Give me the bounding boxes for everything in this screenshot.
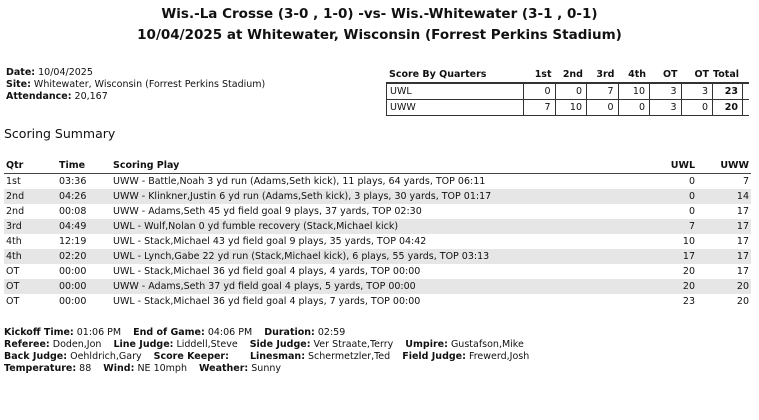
referee-value: Doden,Jon <box>52 339 102 350</box>
row-uwl: 20 <box>682 266 695 277</box>
quarter-score: 0 <box>619 100 651 115</box>
game-title: Wis.-La Crosse (3-0 , 1-0) -vs- Wis.-Whitewater (3-1 , 0-1) <box>161 6 598 22</box>
table-row <box>4 189 751 204</box>
kickoff-value: 01:06 PM <box>76 327 122 338</box>
duration-label: Duration: <box>264 327 315 338</box>
row-uww: 17 <box>736 266 749 277</box>
linesman-label: Linesman: <box>249 351 305 362</box>
quarter-score: 10 <box>619 84 651 99</box>
game-subtitle: 10/04/2025 at Whitewater, Wisconsin (Forrest Perkins Stadium) <box>137 27 622 43</box>
row-uww: 17 <box>736 251 749 262</box>
end-label: End of Game: <box>133 327 205 338</box>
end-value: 04:06 PM <box>207 327 253 338</box>
weather-value: Sunny <box>251 363 281 374</box>
kickoff-label: Kickoff Time: <box>4 327 74 338</box>
quarter-score: 7 <box>524 100 556 115</box>
row-uww: 7 <box>742 176 749 187</box>
row-uwl: 0 <box>688 176 695 187</box>
site-label: Site: <box>6 79 31 90</box>
scoring-table-header <box>4 159 751 174</box>
side-judge-value: Ver Straate,Terry <box>313 339 394 350</box>
row-play: UWL - Stack,Michael 36 yd field goal 4 plays, 4 yards, TOP 00:00 <box>113 266 421 277</box>
quarters-header <box>386 67 749 83</box>
row-time: 00:00 <box>59 296 87 307</box>
quarter-score: 3 <box>650 84 682 99</box>
header-uwl: UWL <box>670 160 695 171</box>
date-line <box>6 67 93 79</box>
table-row <box>4 174 751 189</box>
quarter-score: 0 <box>524 84 556 99</box>
row-time: 12:19 <box>59 236 87 247</box>
quarters-col-header: 3rd <box>596 69 615 80</box>
team-name: UWL <box>386 84 524 99</box>
row-uwl: 23 <box>682 296 695 307</box>
temperature-value: 88 <box>79 363 92 374</box>
table-row <box>4 219 751 234</box>
field-judge-value: Frewerd,Josh <box>468 351 530 362</box>
scoring-summary-title: Scoring Summary <box>4 126 116 141</box>
row-uwl: 20 <box>682 281 695 292</box>
table-row <box>4 204 751 219</box>
row-uwl: 10 <box>682 236 695 247</box>
row-qtr: 1st <box>6 176 21 187</box>
row-uww: 17 <box>736 206 749 217</box>
weather-label: Weather: <box>199 363 249 374</box>
table-row <box>4 279 751 294</box>
quarter-score: 3 <box>650 100 682 115</box>
row-uww: 14 <box>736 191 749 202</box>
header-qtr: Qtr <box>6 160 24 171</box>
row-uww: 17 <box>736 221 749 232</box>
table-row <box>4 234 751 249</box>
quarter-score: 0 <box>587 100 619 115</box>
row-qtr: OT <box>6 281 20 292</box>
quarters-col-header: OT <box>662 69 678 80</box>
header-uww: UWW <box>720 160 749 171</box>
attendance-line <box>6 91 108 103</box>
header-time: Time <box>59 160 86 171</box>
row-play: UWW - Adams,Seth 37 yd field goal 4 plays, 5 yards, TOP 00:00 <box>113 281 416 292</box>
score-by-quarters <box>386 67 749 116</box>
total-score: 20 <box>713 100 743 115</box>
wind-label: Wind: <box>103 363 135 374</box>
quarters-row-uwl <box>386 83 749 100</box>
row-uww: 20 <box>736 281 749 292</box>
quarters-col-header: 1st <box>534 69 552 80</box>
back-judge-label: Back Judge: <box>4 351 68 362</box>
total-score: 23 <box>713 84 743 99</box>
table-row <box>4 249 751 264</box>
temperature-label: Temperature: <box>4 363 77 374</box>
row-qtr: OT <box>6 296 20 307</box>
row-qtr: 4th <box>6 251 22 262</box>
row-uwl: 7 <box>688 221 695 232</box>
row-uww: 17 <box>736 236 749 247</box>
quarters-title: Score By Quarters <box>389 69 487 80</box>
quarter-score: 3 <box>682 84 714 99</box>
row-qtr: 2nd <box>6 191 25 202</box>
quarter-score: 0 <box>682 100 714 115</box>
field-judge-label: Field Judge: <box>402 351 466 362</box>
team-name: UWW <box>386 100 524 115</box>
attendance-label: Attendance: <box>6 91 72 102</box>
game-times-line <box>4 327 345 339</box>
row-play: UWL - Lynch,Gabe 22 yd run (Stack,Michael kick), 6 plays, 55 yards, TOP 03:13 <box>113 251 490 262</box>
quarter-score: 7 <box>587 84 619 99</box>
row-play: UWL - Stack,Michael 43 yd field goal 9 plays, 35 yards, TOP 04:42 <box>113 236 427 247</box>
table-row <box>4 294 751 309</box>
quarters-col-header: OT <box>694 69 709 80</box>
quarters-col-header: 4th <box>628 69 646 80</box>
table-row <box>4 264 751 279</box>
row-play: UWL - Stack,Michael 36 yd field goal 4 plays, 7 yards, TOP 00:00 <box>113 296 421 307</box>
site-line <box>6 79 265 91</box>
quarter-score: 0 <box>556 84 588 99</box>
row-time: 02:20 <box>59 251 87 262</box>
header-play: Scoring Play <box>113 160 180 171</box>
site-value: Whitewater, Wisconsin (Forrest Perkins Stadium) <box>33 79 266 90</box>
row-qtr: 3rd <box>6 221 22 232</box>
quarters-row-uww <box>386 100 749 116</box>
wind-value: NE 10mph <box>137 363 187 374</box>
row-time: 04:26 <box>59 191 87 202</box>
umpire-label: Umpire: <box>405 339 448 350</box>
row-uww: 20 <box>736 296 749 307</box>
weather-line <box>4 363 281 375</box>
quarters-col-header: Total <box>713 69 739 80</box>
line-judge-value: Liddell,Steve <box>176 339 238 350</box>
linesman-value: Schermetzler,Ted <box>308 351 391 362</box>
row-time: 00:00 <box>59 281 87 292</box>
row-qtr: 4th <box>6 236 22 247</box>
date-value: 10/04/2025 <box>38 67 93 78</box>
officials-line-2 <box>4 351 529 363</box>
row-play: UWW - Klinkner,Justin 6 yd run (Adams,Seth kick), 3 plays, 30 yards, TOP 01:17 <box>113 191 492 202</box>
score-keeper-label: Score Keeper: <box>153 351 229 362</box>
officials-line-1 <box>4 339 524 351</box>
row-play: UWL - Wulf,Nolan 0 yd fumble recovery (Stack,Michael kick) <box>113 221 399 232</box>
back-judge-value: Oehldrich,Gary <box>70 351 142 362</box>
row-qtr: 2nd <box>6 206 25 217</box>
row-time: 03:36 <box>59 176 87 187</box>
umpire-value: Gustafson,Mike <box>450 339 524 350</box>
row-time: 00:00 <box>59 266 87 277</box>
referee-label: Referee: <box>4 339 50 350</box>
attendance-value: 20,167 <box>74 91 108 102</box>
row-play: UWW - Adams,Seth 45 yd field goal 9 plays, 37 yards, TOP 02:30 <box>113 206 422 217</box>
row-uwl: 0 <box>688 191 695 202</box>
row-play: UWW - Battle,Noah 3 yd run (Adams,Seth kick), 11 plays, 64 yards, TOP 06:11 <box>113 176 486 187</box>
row-uwl: 0 <box>688 206 695 217</box>
quarter-score: 10 <box>556 100 588 115</box>
line-judge-label: Line Judge: <box>113 339 174 350</box>
duration-value: 02:59 <box>317 327 346 338</box>
row-qtr: OT <box>6 266 20 277</box>
date-label: Date: <box>6 67 36 78</box>
row-uwl: 17 <box>682 251 695 262</box>
row-time: 04:49 <box>59 221 87 232</box>
quarters-col-header: 2nd <box>562 69 583 80</box>
side-judge-label: Side Judge: <box>249 339 311 350</box>
row-time: 00:08 <box>59 206 87 217</box>
